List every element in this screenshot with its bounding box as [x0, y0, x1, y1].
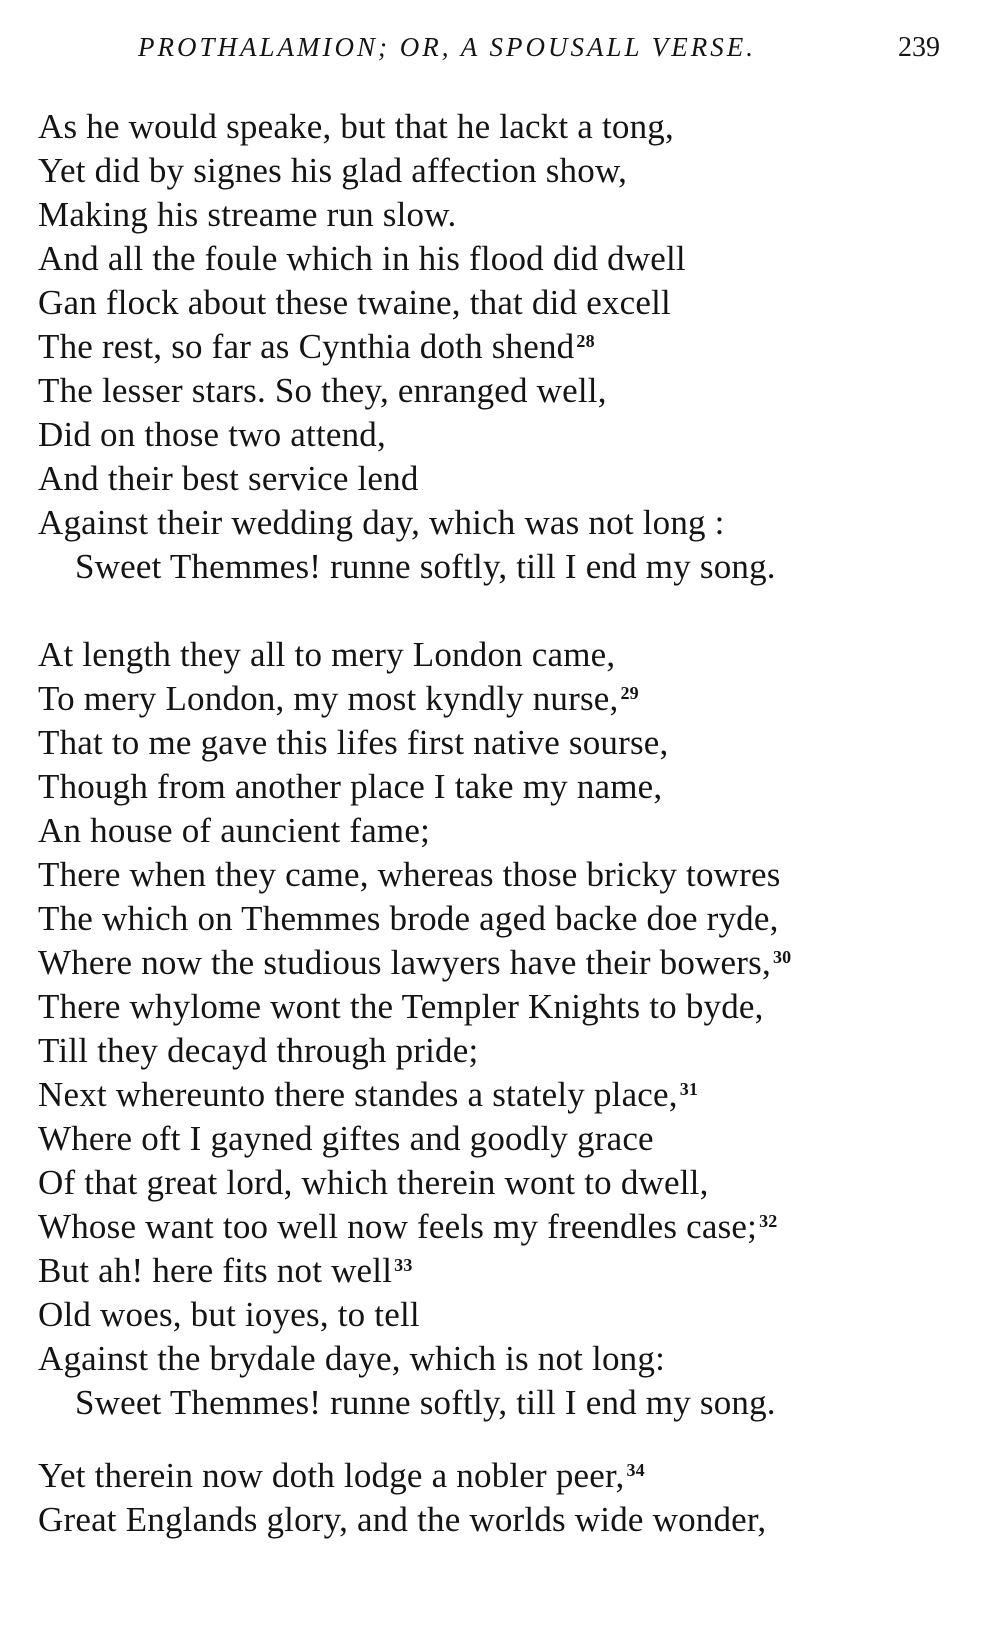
- verse-line: [38, 1498, 978, 1542]
- verse-line: [38, 1161, 978, 1205]
- footnote-ref: 31: [679, 1079, 699, 1099]
- verse-text: Where oft I gayned giftes and goodly grace: [38, 1119, 654, 1158]
- verse-text: Yet therein now doth lodge a nobler peer,: [38, 1456, 625, 1495]
- verse-line: [38, 457, 978, 501]
- refrain-line: [38, 1381, 978, 1425]
- verse-line: [38, 1029, 978, 1073]
- verse-line: [38, 105, 978, 149]
- verse-line: [38, 413, 978, 457]
- verse-line: [38, 1073, 978, 1117]
- verse-line: [38, 1117, 978, 1161]
- verse-text: Of that great lord, which therein wont to dwell,: [38, 1163, 709, 1202]
- verse-line: [38, 853, 978, 897]
- verse-line: [38, 633, 978, 677]
- verse-line: [38, 281, 978, 325]
- verse-line: [38, 1337, 978, 1381]
- refrain-line: [38, 545, 978, 589]
- verse-text: Old woes, but ioyes, to tell: [38, 1295, 420, 1334]
- running-title: PROTHALAMION; OR, A SPOUSALL VERSE.: [138, 32, 756, 62]
- verse-line: [38, 1293, 978, 1337]
- verse-text: Next whereunto there standes a stately place,: [38, 1075, 678, 1114]
- footnote-ref: 28: [576, 331, 595, 351]
- verse-text: Yet did by signes his glad affection show,: [38, 151, 628, 190]
- verse-text: Sweet Themmes! runne softly, till I end my song.: [75, 1383, 776, 1422]
- stanza-1: [38, 105, 978, 589]
- verse-line: [38, 677, 978, 721]
- verse-text: Whose want too well now feels my freendles case;: [38, 1207, 758, 1246]
- verse-line: [38, 941, 978, 985]
- verse-line: [38, 1205, 978, 1249]
- running-head: [0, 28, 1000, 72]
- footnote-ref: 34: [626, 1460, 645, 1480]
- verse-text: Where now the studious lawyers have their bowers,: [38, 943, 771, 982]
- verse-text: The lesser stars. So they, enranged well,: [38, 371, 607, 410]
- verse-text: At length they all to mery London came,: [38, 635, 616, 674]
- verse-text: As he would speake, but that he lackt a tong,: [38, 107, 674, 146]
- verse-text: Did on those two attend,: [38, 415, 386, 454]
- stanza-3: [38, 1454, 978, 1542]
- verse-text: And all the foule which in his flood did dwell: [38, 239, 686, 278]
- verse-line: [38, 1249, 978, 1293]
- verse-text: And their best service lend: [38, 459, 419, 498]
- verse-text: Against the brydale daye, which is not long:: [38, 1339, 666, 1378]
- verse-text: Till they decayd through pride;: [38, 1031, 479, 1070]
- verse-text: Making his streame run slow.: [38, 195, 457, 234]
- verse-text: That to me gave this lifes first native sourse,: [38, 723, 669, 762]
- verse-text: Great Englands glory, and the worlds wide wonder,: [38, 1500, 767, 1539]
- verse-text: To mery London, my most kyndly nurse,: [38, 679, 619, 718]
- verse-line: [38, 765, 978, 809]
- verse-line: [38, 985, 978, 1029]
- verse-text: But ah! here fits not well: [38, 1251, 393, 1290]
- verse-text: There whylome wont the Templer Knights to byde,: [38, 987, 764, 1026]
- verse-text: Sweet Themmes! runne softly, till I end my song.: [75, 547, 776, 586]
- verse-text: The which on Themmes brode aged backe doe ryde,: [38, 899, 779, 938]
- stanza-2: [38, 633, 978, 1425]
- verse-text: An house of auncient fame;: [38, 811, 431, 850]
- verse-line: [38, 1454, 978, 1498]
- verse-text: Though from another place I take my name,: [38, 767, 663, 806]
- verse-line: [38, 369, 978, 413]
- verse-line: [38, 721, 978, 765]
- verse-text: There when they came, whereas those bricky towres: [38, 855, 781, 894]
- verse-text: Gan flock about these twaine, that did excell: [38, 283, 671, 322]
- verse-line: [38, 501, 978, 545]
- verse-text: The rest, so far as Cynthia doth shend: [38, 327, 575, 366]
- verse-text: Against their wedding day, which was not long :: [38, 503, 725, 542]
- footnote-ref: 33: [394, 1255, 413, 1275]
- footnote-ref: 30: [772, 947, 792, 967]
- footnote-ref: 32: [759, 1211, 778, 1231]
- page-number: 239: [898, 32, 940, 63]
- verse-line: [38, 325, 978, 369]
- footnote-ref: 29: [620, 683, 639, 703]
- verse-line: [38, 897, 978, 941]
- verse-line: [38, 193, 978, 237]
- verse-line: [38, 237, 978, 281]
- verse-line: [38, 809, 978, 853]
- verse-line: [38, 149, 978, 193]
